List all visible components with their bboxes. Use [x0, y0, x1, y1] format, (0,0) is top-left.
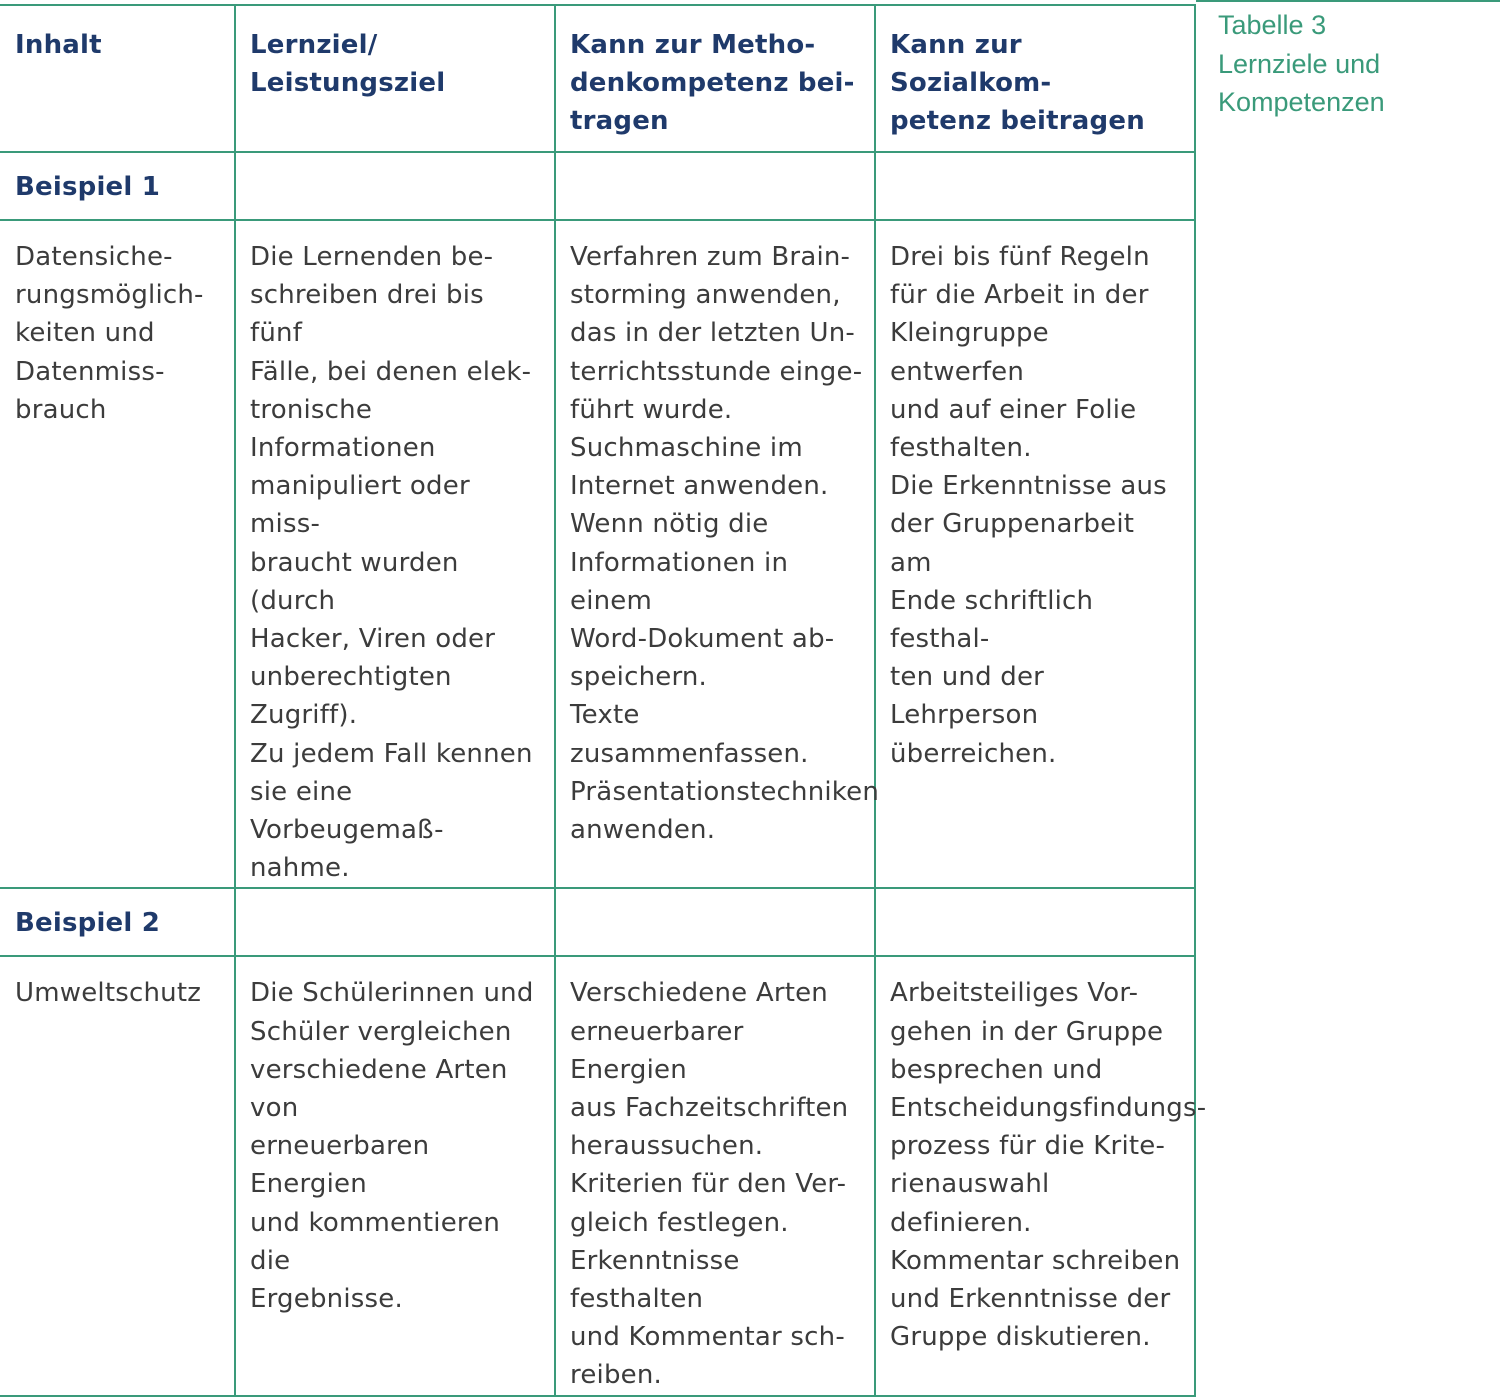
caption-title: Tabelle 3: [1218, 10, 1327, 40]
cell-methode: [555, 956, 875, 1395]
empty-cell: [555, 888, 875, 956]
section-row-example-2: [0, 888, 1195, 956]
cell-lernziel: [235, 956, 555, 1395]
table-row-example-2: [0, 956, 1195, 1395]
header-cell-methode: [555, 5, 875, 152]
empty-cell: [555, 152, 875, 220]
section-cell: [0, 152, 235, 220]
header-cell-inhalt: [0, 5, 235, 152]
empty-cell: [235, 152, 555, 220]
section-cell: [0, 888, 235, 956]
example-1-sozialkompetenz: Drei bis fünf Regeln für die Arbeit in der Kleingruppe entwerfen und auf einer Folie festhalten. Die Erkenntnisse aus der Gruppenarbeit am Ende schriftlich festhal- ten und der Lehrperson überreichen.: [890, 242, 1167, 769]
cell-lernziel: [235, 220, 555, 888]
cell-sozial: [875, 956, 1207, 1395]
cell-methode: [555, 220, 880, 888]
header-sozialkompetenz: Kann zur Sozialkom- petenz beitragen: [890, 30, 1145, 137]
table-header-row: [0, 5, 1195, 152]
header-cell-sozial: [875, 5, 1195, 152]
example-2-sozialkompetenz: Arbeitsteiliges Vor- gehen in der Gruppe besprechen und Entscheidungsfindungs- prozess für die Krite- rienauswahl definieren. Kommentar schreiben und Erkenntnisse der Gruppe diskutieren.: [890, 978, 1207, 1353]
caption-subtitle: Lernziele und Kompetenzen: [1218, 48, 1385, 117]
example-2-lernziel: Die Schülerinnen und Schüler vergleichen verschiedene Arten von erneuerbaren Energien und kommentieren die Ergebnisse.: [250, 978, 534, 1315]
section-row-example-1: [0, 152, 1195, 220]
empty-cell: [875, 152, 1195, 220]
caption-text: [1196, 2, 1500, 122]
header-inhalt: Inhalt: [15, 30, 102, 60]
table-caption: [1196, 0, 1500, 122]
cell-inhalt: [0, 956, 235, 1395]
empty-cell: [875, 888, 1195, 956]
competency-table: [0, 4, 1207, 1397]
empty-cell: [235, 888, 555, 956]
example-1-inhalt: Datensiche- rungsmöglich- keiten und Datenmiss- brauch: [15, 242, 204, 425]
header-methodenkompetenz: Kann zur Metho- denkompetenz bei- tragen: [570, 30, 855, 137]
example-2-label: Beispiel 2: [15, 908, 161, 939]
example-1-lernziel: Die Lernenden be- schreiben drei bis fünf Fälle, bei denen elek- tronische Informationen manipuliert oder miss- braucht wurden (durch Hacker, Viren oder unberechtigten Zugriff). Zu jedem Fall kennen sie eine Vorbeugemaß- nahme.: [250, 242, 533, 884]
header-cell-lernziel: [235, 5, 555, 152]
example-2-inhalt: Umweltschutz: [15, 978, 202, 1009]
example-2-methodenkompetenz: Verschiedene Arten erneuerbarer Energien aus Fachzeitschriften heraussuchen. Kriterien für den Ver- gleich festlegen. Erkenntnisse festhalten und Kommentar sch- reiben.: [570, 978, 849, 1391]
cell-inhalt: [0, 220, 235, 888]
table-row-example-1: [0, 220, 1195, 888]
example-1-label: Beispiel 1: [15, 172, 161, 202]
header-lernziel: Lernziel/ Leistungsziel: [250, 30, 446, 99]
cell-sozial: [875, 220, 1195, 888]
example-1-methodenkompetenz: Verfahren zum Brain- storming anwenden, das in der letzten Un- terrichtsstunde einge- führt wurde. Suchmaschine im Internet anwenden. Wenn nötig die Informationen in einem Word-Dokument ab- speichern. Texte zusammenfassen. Präsentationstechniken anwenden.: [570, 242, 880, 846]
